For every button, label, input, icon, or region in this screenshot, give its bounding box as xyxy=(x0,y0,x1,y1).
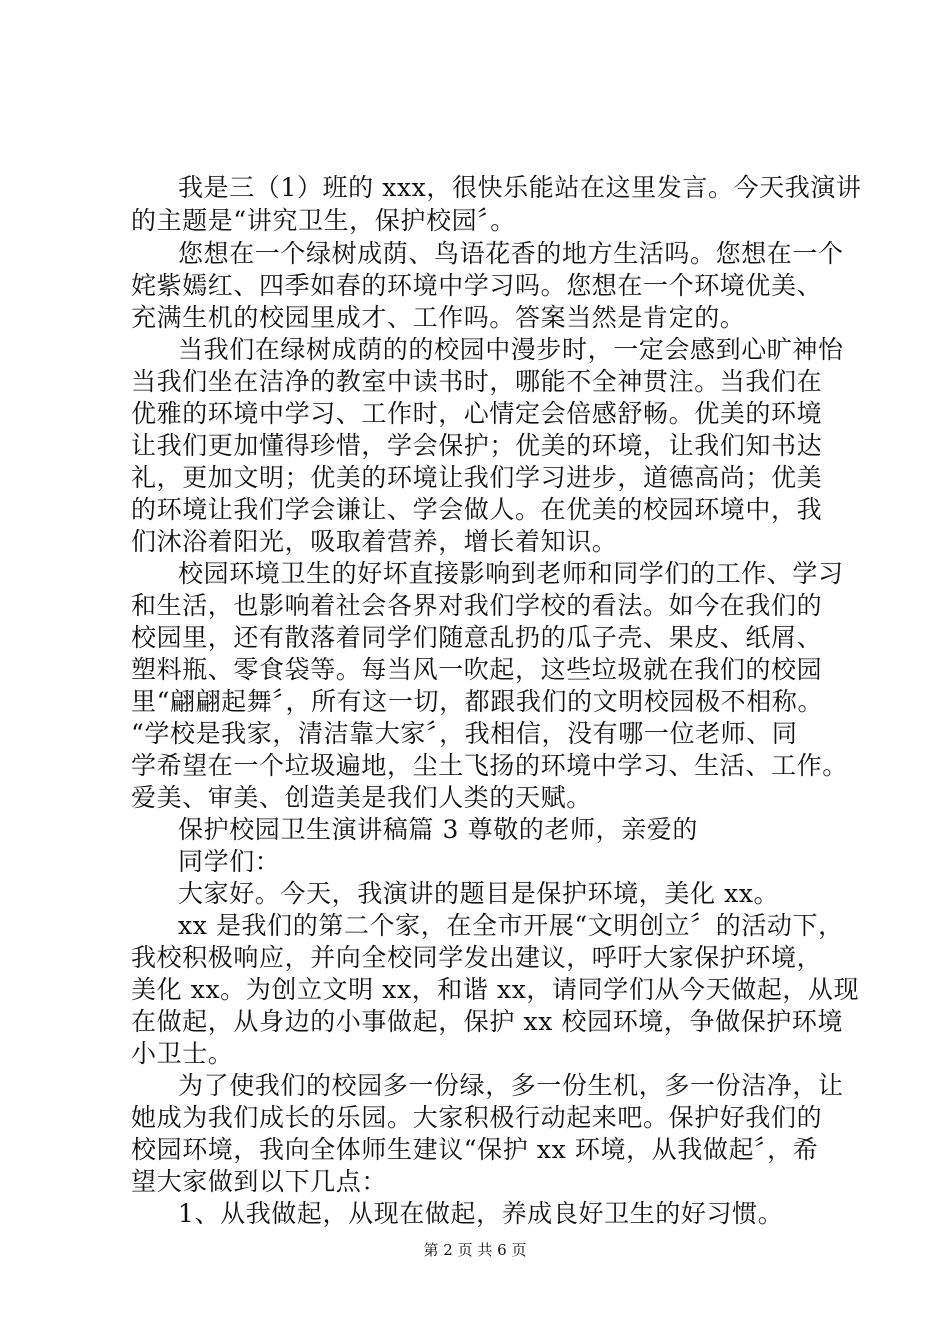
text-line-22: 同学们： xyxy=(178,847,281,876)
text-line-33: 1、从我做起，从现在做起，养成良好卫生的好习惯。 xyxy=(178,1199,784,1228)
text-line-23: 大家好。今天，我演讲的题目是保护环境，美化 xx。 xyxy=(178,879,780,908)
text-line-11: 的环境让我们学会谦让、学会做人。在优美的校园环境中，我 xyxy=(131,495,823,524)
text-line-15: 校园里，还有散落着同学们随意乱扔的瓜子壳、果皮、纸屑、 xyxy=(131,623,823,652)
text-line-27: 在做起，从身边的小事做起，保护 xx 校园环境，争做保护环境 xyxy=(131,1007,844,1036)
text-line-10: 礼，更加文明；优美的环境让我们学习进步，道德高尚；优美 xyxy=(131,463,823,492)
text-line-30: 她成为我们成长的乐园。大家积极行动起来吧。保护好我们的 xyxy=(131,1103,823,1132)
text-line-24: xx 是我们的第二个家，在全市开展“文明创立〞的活动下， xyxy=(178,911,844,940)
text-line-21: 保护校园卫生演讲稿篇 3 尊敬的老师，亲爱的 xyxy=(178,815,699,844)
text-line-31: 校园环境，我向全体师生建议“保护 xx 环境，从我做起〞，希 xyxy=(131,1135,819,1164)
text-line-8: 优雅的环境中学习、工作时，心情定会倍感舒畅。优美的环境 xyxy=(131,399,823,428)
text-line-29: 为了使我们的校园多一份绿，多一份生机，多一份洁净，让 xyxy=(178,1071,844,1100)
text-line-26: 美化 xx。为创立文明 xx，和谐 xx，请同学们从今天做起，从现 xyxy=(131,975,860,1004)
text-line-28: 小卫士。 xyxy=(131,1039,234,1068)
text-line-25: 我校积极响应，并向全校同学发出建议，呼吁大家保护环境， xyxy=(131,943,823,972)
text-line-13: 校园环境卫生的好坏直接影响到老师和同学们的工作、学习 xyxy=(178,559,844,588)
text-line-20: 爱美、审美、创造美是我们人类的天赋。 xyxy=(131,783,592,812)
text-line-32: 望大家做到以下几点： xyxy=(131,1167,388,1196)
text-line-5: 充满生机的校园里成才、工作吗。答案当然是肯定的。 xyxy=(131,303,746,332)
text-line-14: 和生活，也影响着社会各界对我们学校的看法。如今在我们的 xyxy=(131,591,823,620)
text-line-9: 让我们更加懂得珍惜，学会保护；优美的环境，让我们知书达 xyxy=(131,431,823,460)
page-footer: 第 2 页 共 6 页 xyxy=(423,1241,527,1259)
text-line-6: 当我们在绿树成荫的的校园中漫步时，一定会感到心旷神怡 xyxy=(178,335,844,364)
text-line-4: 姹紫嫣红、四季如春的环境中学习吗。您想在一个环境优美、 xyxy=(131,271,823,300)
text-line-19: 学希望在一个垃圾遍地，尘土飞扬的环境中学习、生活、工作。 xyxy=(131,751,848,780)
text-line-3: 您想在一个绿树成荫、鸟语花香的地方生活吗。您想在一个 xyxy=(178,239,844,268)
text-line-1: 我是三（1）班的 xxx，很快乐能站在这里发言。今天我演讲 xyxy=(178,173,862,202)
text-line-16: 塑料瓶、零食袋等。每当风一吹起，这些垃圾就在我们的校园 xyxy=(131,655,823,684)
text-line-7: 当我们坐在洁净的教室中读书时，哪能不全神贯注。当我们在 xyxy=(131,367,823,396)
text-line-18: “学校是我家，清洁靠大家〞，我相信，没有哪一位老师、同 xyxy=(131,719,798,748)
text-line-12: 们沐浴着阳光，吸取着营养，增长着知识。 xyxy=(131,527,618,556)
text-line-17: 里“翩翩起舞〞，所有这一切，都跟我们的文明校园极不相称。 xyxy=(131,687,824,716)
text-line-2: 的主题是“讲究卫生，保护校园〞。 xyxy=(131,206,516,235)
